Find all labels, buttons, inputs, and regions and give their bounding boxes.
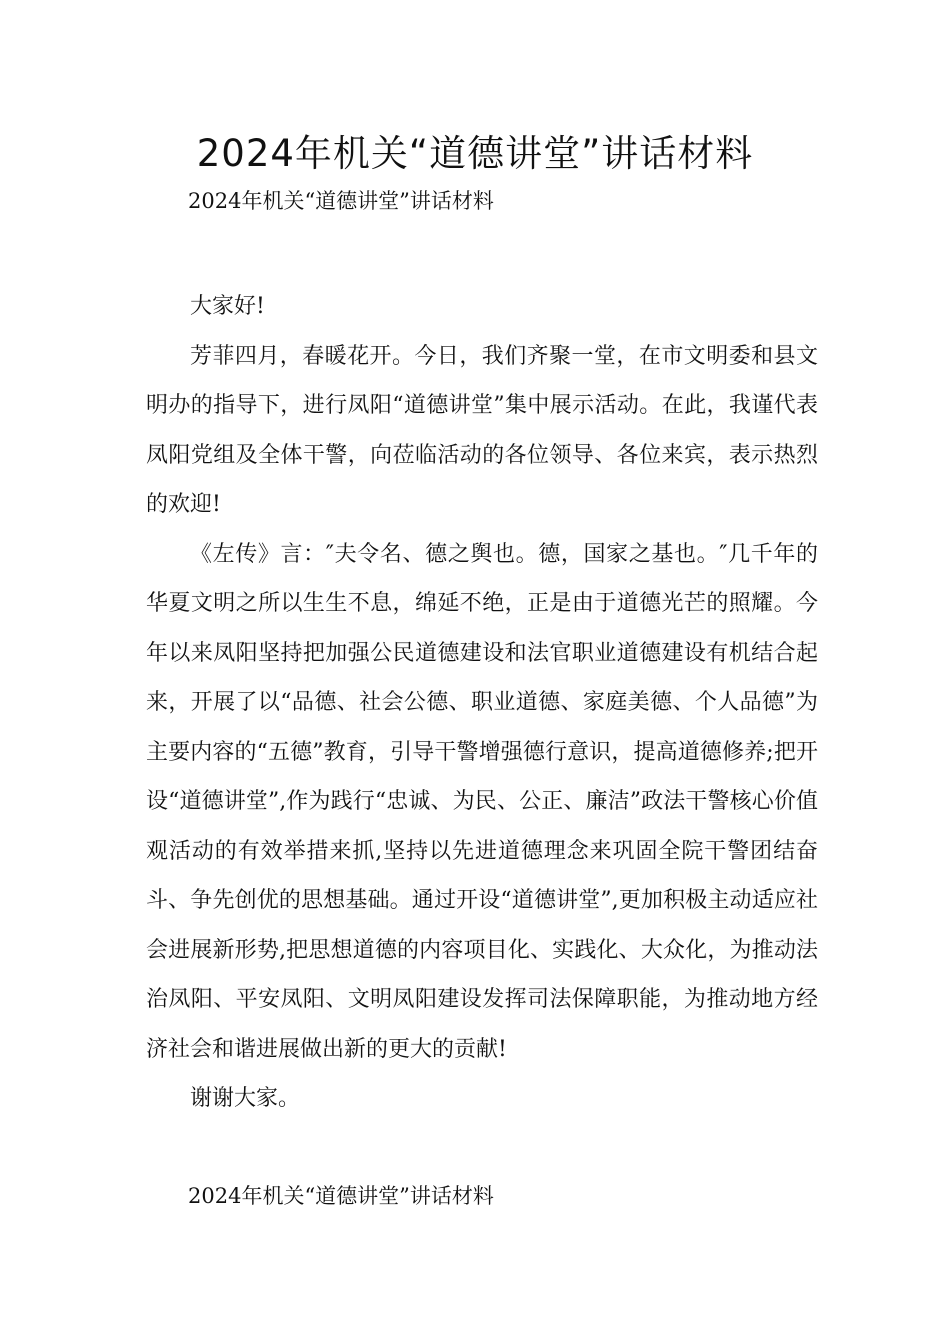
document-footer-title: 2024年机关“道德讲堂”讲话材料 bbox=[188, 1184, 494, 1208]
body-paragraph: 《左传》言：″夫令名、德之舆也。德，国家之基也。″几千年的华夏文明之所以生生不息，绵延不绝，正是由于道德光芒的照耀。今年以来凤阳坚持把加强公民道德建设和法官职业道德建设有机结合起来，开展了以“品德、社会公德、职业道德、家庭美德、个人品德”为主要内容的“五德”教育，引导干警增强德行意识，提高道德修养;把开设“道德讲堂”,作为践行“忠诚、为民、公正、廉洁”政法干警核心价值观活动的有效举措来抓,坚持以先进道德理念来巩固全院干警团结奋斗、争先创优的思想基础。通过开设“道德讲堂”,更加积极主动适应社会进展新形势,把思想道德的内容项目化、实践化、大众化，为推动法治凤阳、平安凤阳、文明凤阳建设发挥司法保障职能，为推动地方经济社会和谐进展做出新的更大的贡献! bbox=[146, 541, 818, 1062]
document-subtitle: 2024年机关“道德讲堂”讲话材料 bbox=[188, 189, 494, 213]
document-title: 2024年机关“道德讲堂”讲话材料 bbox=[196, 132, 754, 175]
closing-paragraph: 谢谢大家。 bbox=[190, 1086, 301, 1111]
body-paragraph: 芳菲四月，春暖花开。今日，我们齐聚一堂，在市文明委和县文明办的指导下，进行凤阳“道德讲堂”集中展示活动。在此，我谨代表凤阳党组及全体干警，向莅临活动的各位领导、各位来宾，表示热烈的欢迎! bbox=[146, 343, 818, 517]
document-body bbox=[146, 282, 818, 1124]
greeting-paragraph: 大家好! bbox=[190, 294, 265, 319]
